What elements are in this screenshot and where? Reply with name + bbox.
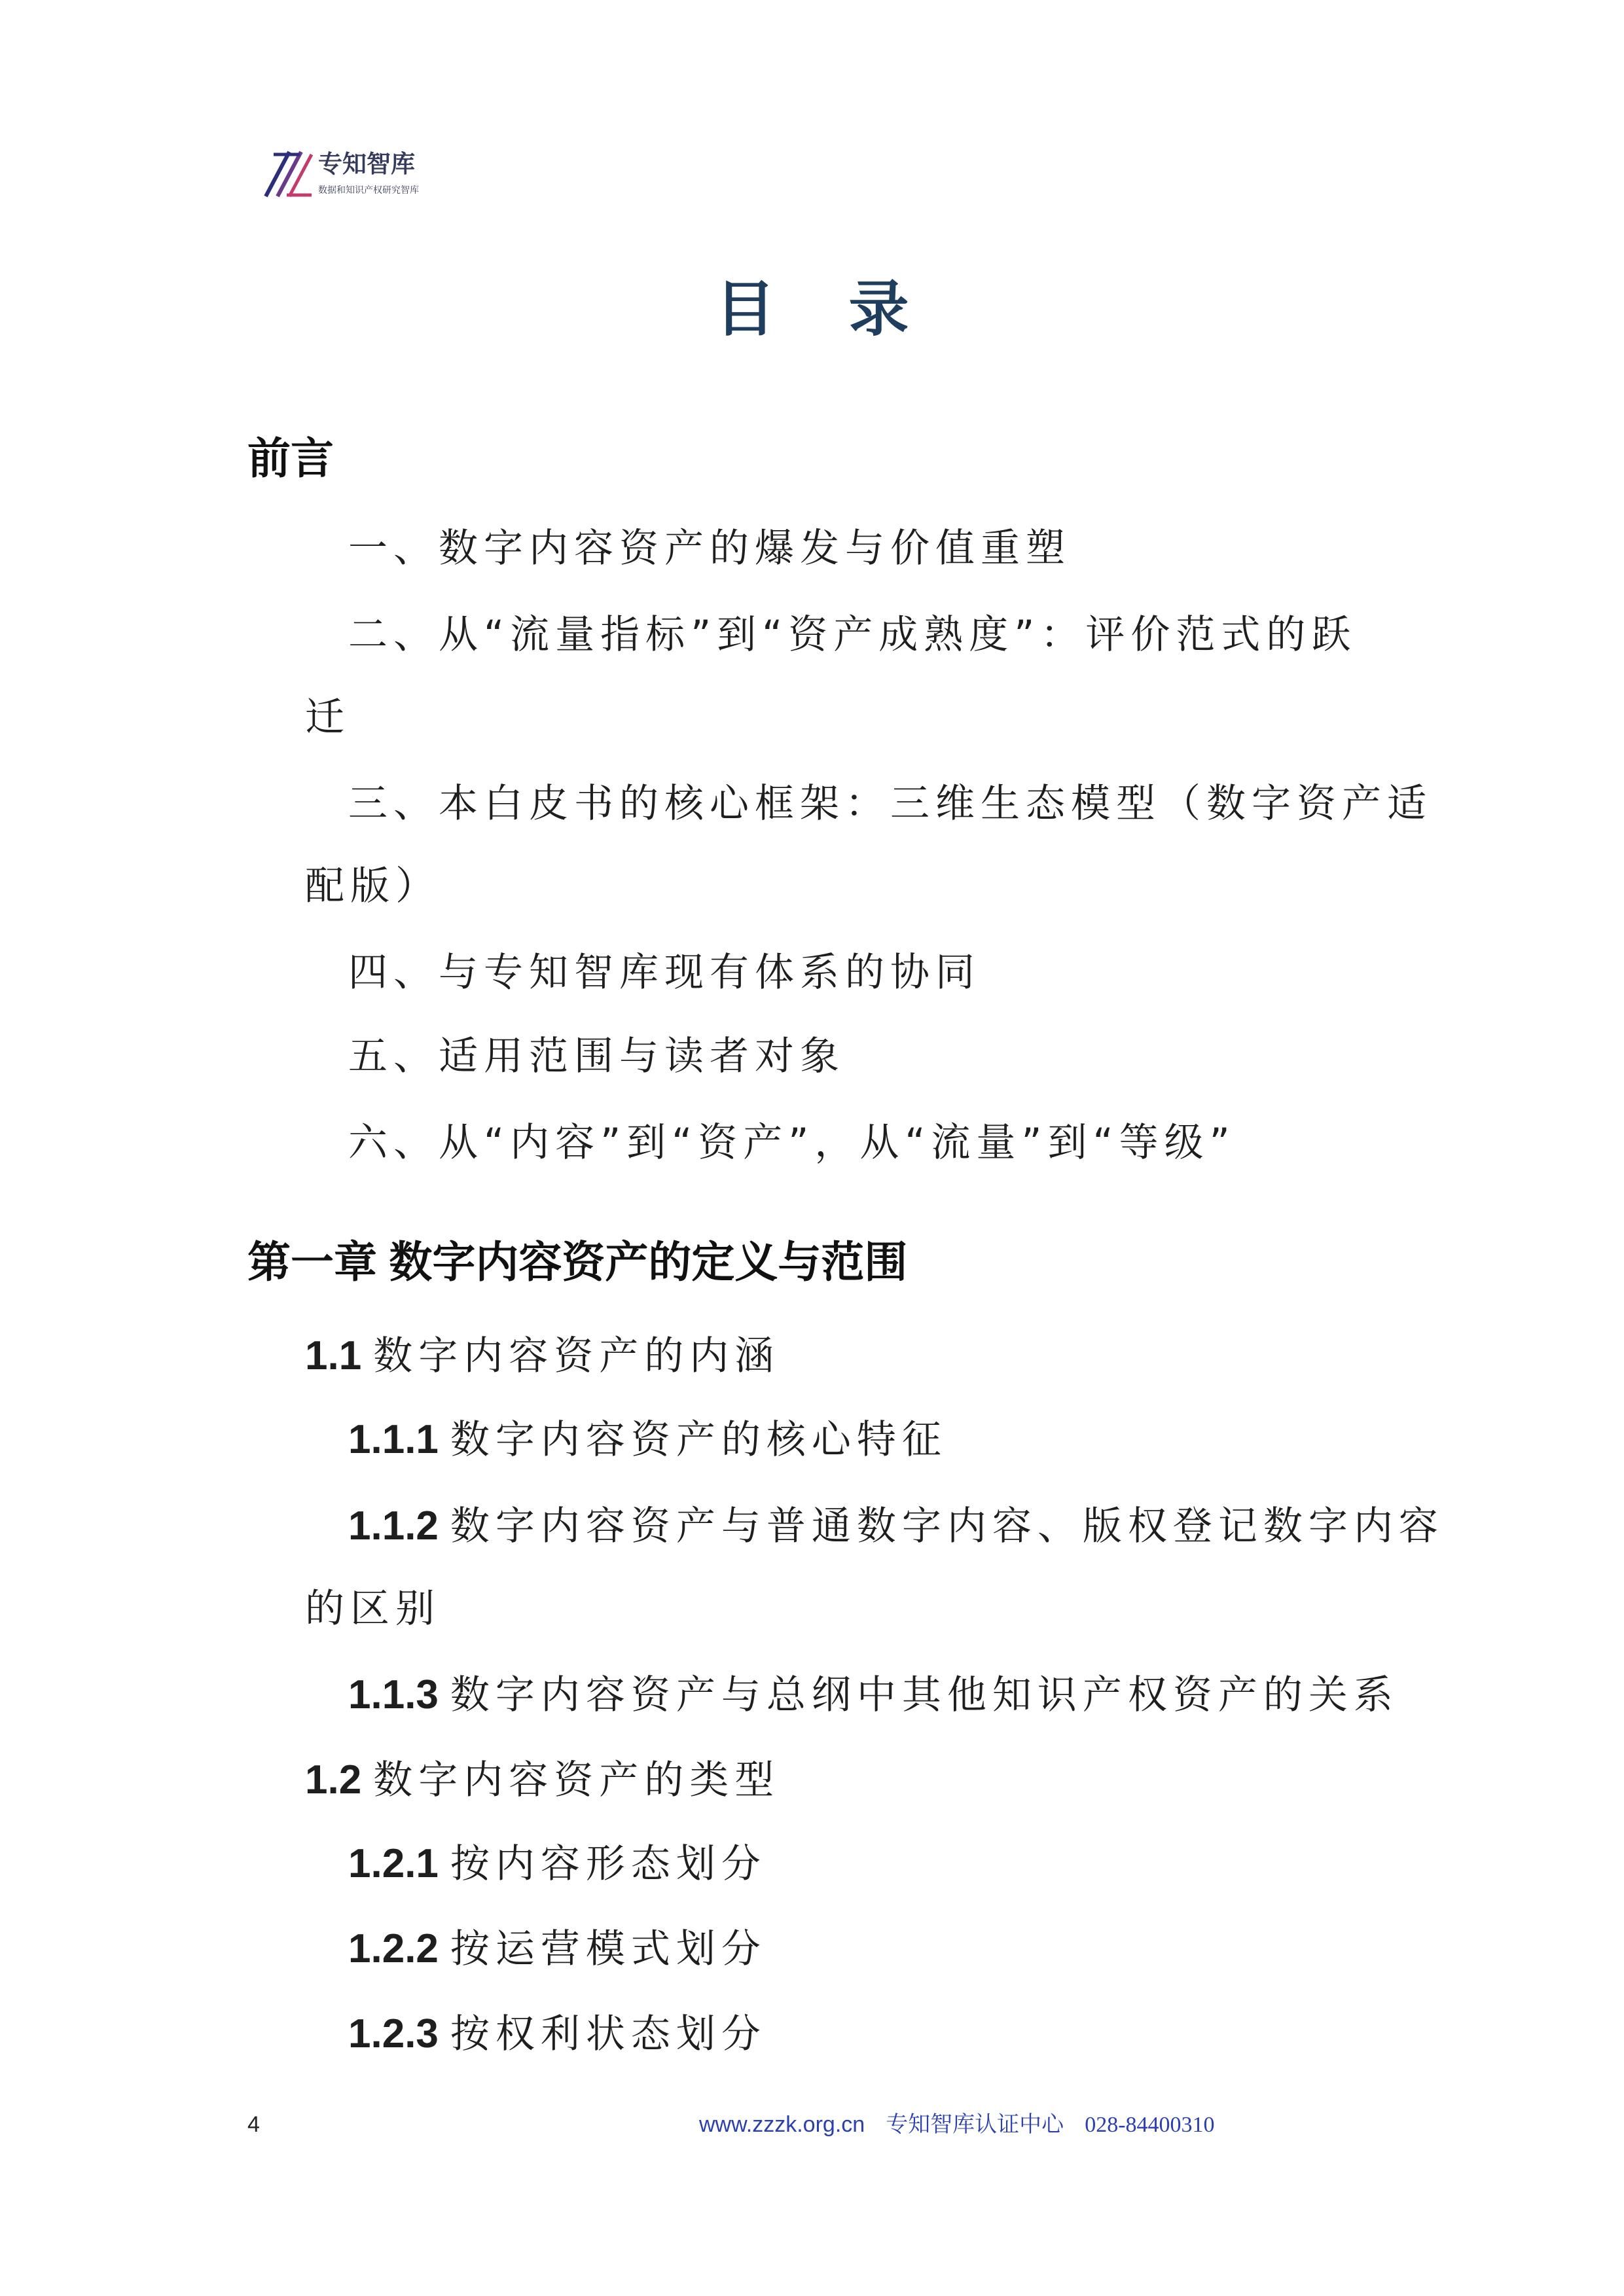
toc-label: 数字内容资产与普通数字内容、版权登记数字内容 (450, 1503, 1444, 1549)
toc-item: 四、与专知智库现有体系的协同 (348, 950, 981, 996)
toc-label: 数字内容资产的内涵 (373, 1333, 780, 1379)
toc-item-h3 (348, 2009, 767, 2059)
toc-section-heading: 前言 (247, 434, 334, 482)
toc-number: 1.2.2 (348, 1926, 439, 1971)
toc-item-h3 (348, 1501, 1444, 1551)
toc-number: 1.1.2 (348, 1503, 439, 1549)
logo-mark-icon (261, 149, 313, 200)
toc-number: 1.2 (305, 1757, 362, 1803)
toc-item-h2 (305, 1755, 780, 1805)
footer-url[interactable]: www.zzzk.org.cn (699, 2112, 865, 2137)
toc-label: 按内容形态划分 (450, 1841, 767, 1887)
toc-number: 1.1 (305, 1333, 362, 1378)
logo (261, 149, 470, 204)
page-number: 4 (247, 2112, 260, 2137)
toc-number: 1.1.1 (348, 1417, 439, 1462)
toc-item-h3 (348, 1415, 947, 1465)
toc-item-h3 (348, 1670, 1399, 1720)
toc-item-h2 (305, 1331, 780, 1381)
toc-label: 数字内容资产与总纲中其他知识产权资产的关系 (450, 1672, 1399, 1718)
toc-number: 1.2.1 (348, 1841, 439, 1886)
toc-number: 1.1.3 (348, 1672, 439, 1717)
footer (699, 2111, 1236, 2138)
toc-item-h3 (348, 1839, 767, 1889)
toc-item-h3 (348, 1924, 767, 1974)
toc-item: 三、本白皮书的核心框架：三维生态模型（数字资产适 (348, 781, 1432, 827)
toc-label: 按运营模式划分 (450, 1926, 767, 1972)
toc-number: 1.2.3 (348, 2011, 439, 2056)
footer-org: 专知智库认证中心 (886, 2111, 1064, 2138)
toc-item-continuation: 的区别 (305, 1586, 441, 1632)
toc-item: 六、从“内容”到“资产”，从“流量”到“等级” (348, 1120, 1236, 1166)
toc-label: 按权利状态划分 (450, 2011, 767, 2057)
page-title: 目 录 (715, 274, 935, 344)
toc-section-heading: 第一章 数字内容资产的定义与范围 (247, 1238, 908, 1286)
toc-item: 一、数字内容资产的爆发与价值重塑 (348, 526, 1071, 571)
logo-name: 专知智库 (318, 150, 415, 178)
toc-label: 数字内容资产的核心特征 (450, 1417, 947, 1463)
toc-label: 数字内容资产的类型 (373, 1757, 780, 1803)
toc-item-continuation: 迁 (305, 694, 350, 740)
toc-item: 二、从“流量指标”到“资产成熟度”：评价范式的跃 (348, 612, 1357, 658)
toc-item-continuation: 配版） (305, 863, 441, 909)
toc-item: 五、适用范围与读者对象 (348, 1033, 845, 1079)
footer-phone: 028-84400310 (1085, 2113, 1215, 2137)
logo-subtitle: 数据和知识产权研究智库 (318, 185, 419, 196)
